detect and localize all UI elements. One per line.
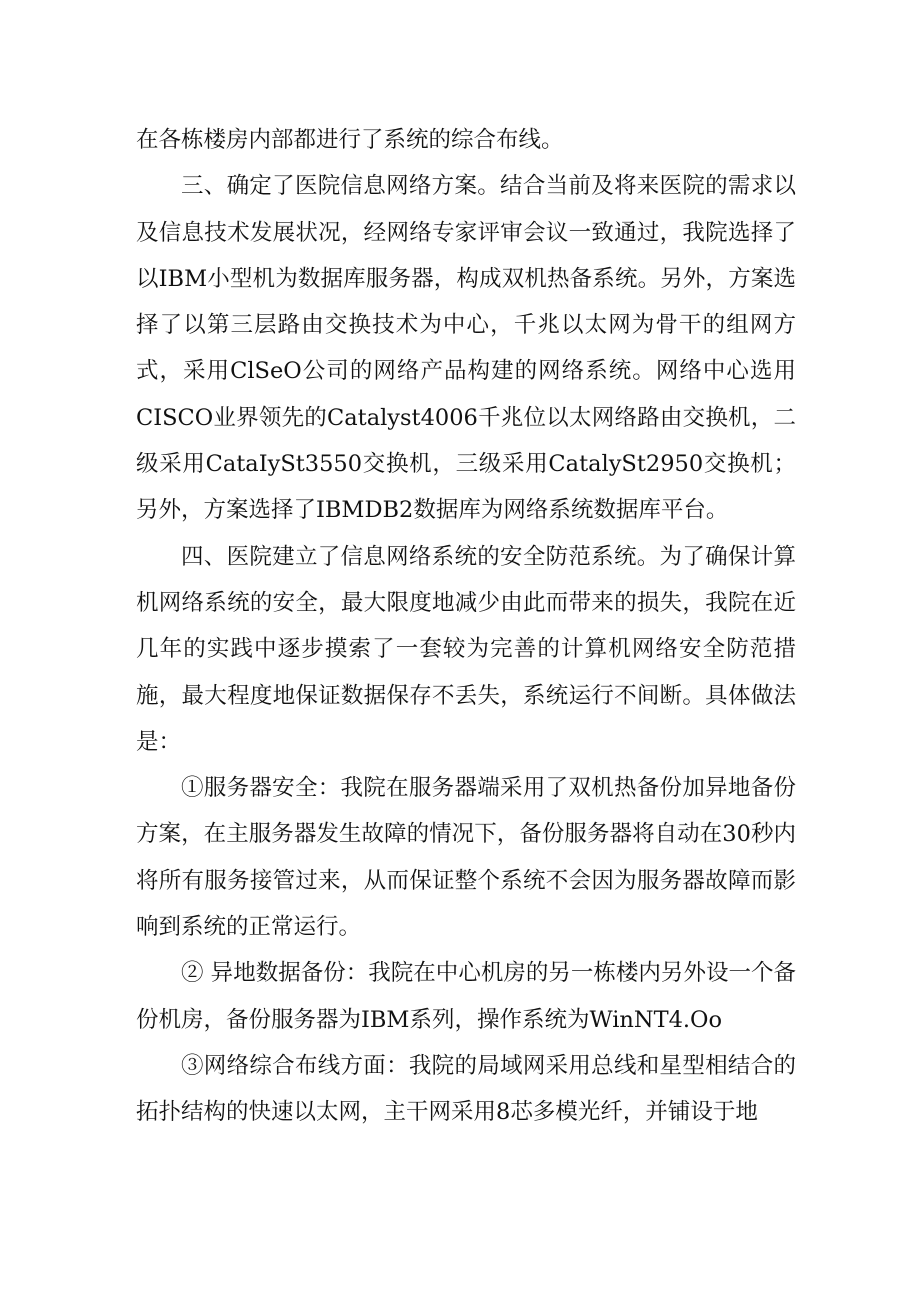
paragraph-cabling: ③网络综合布线方面：我院的局域网采用总线和星型相结合的拓扑结构的快速以太网，主干网采用8芯多模光纤，并铺设于地 xyxy=(136,1052,796,1126)
document-body xyxy=(136,117,796,1136)
paragraph-server-security: ①服务器安全：我院在服务器端采用了双机热备份加异地备份方案，在主服务器发生故障的情况下，备份服务器将自动在30秒内将所有服务接管过来，从而保证整个系统不会因为服务器故障而影响到系统的正常运行。 xyxy=(136,775,796,941)
paragraph-network-plan: 三、确定了医院信息网络方案。结合当前及将来医院的需求以及信息技术发展状况，经网络专家评审会议一致通过，我院选择了以IBM小型机为数据库服务器，构成双机热备系统。另外，方案选择了以第三层路由交换技术为中心，千兆以太网为骨干的组网方式，采用ClSeO公司的网络产品构建的网络系统。网络中心选用CISCO业界领先的Catalyst4006千兆位以太网络路由交换机，二级采用CataIySt3550交换机，三级采用CatalySt2950交换机；另外，方案选择了IBMDB2数据库为网络系统数据库平台。 xyxy=(136,173,796,524)
paragraph-continuation: 在各栋楼房内部都进行了系统的综合布线。 xyxy=(136,127,564,153)
paragraph-security-system: 四、医院建立了信息网络系统的安全防范系统。为了确保计算机网络系统的安全，最大限度地减少由此而带来的损失，我院在近几年的实践中逐步摸索了一套较为完善的计算机网络安全防范措施，最大程度地保证数据保存不丢失，系统运行不间断。具体做法是： xyxy=(136,543,796,755)
paragraph-offsite-backup: ② 异地数据备份：我院在中心机房的另一栋楼内另外设一个备份机房，备份服务器为IBM系列，操作系统为WinNT4.Oo xyxy=(136,960,796,1033)
